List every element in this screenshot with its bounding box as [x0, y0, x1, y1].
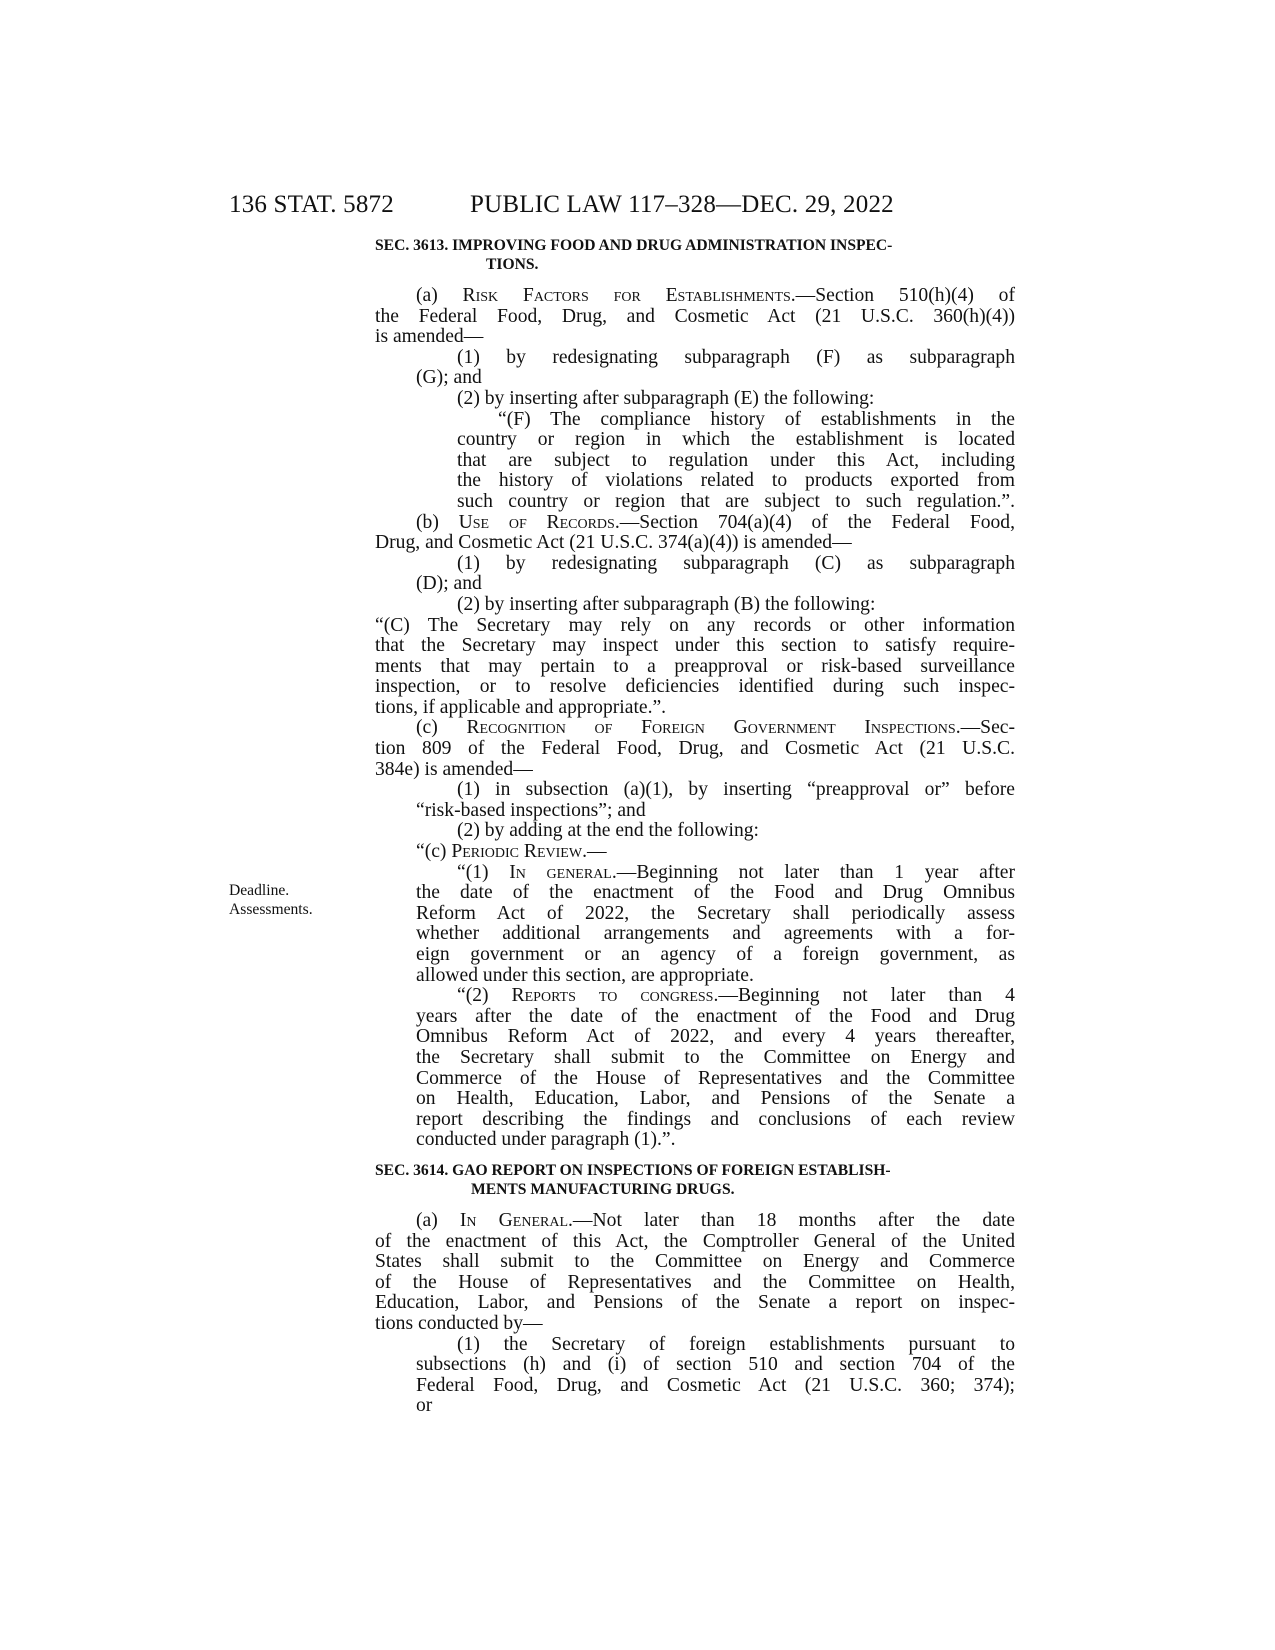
text-run: “(2) [457, 985, 512, 1007]
running-header-title: PUBLIC LAW 117–328—DEC. 29, 2022 [470, 191, 894, 218]
text-line: (1) by redesignating subparagraph (C) as subparagraph [457, 552, 1015, 574]
text-line: eign government or an agency of a foreign government, as [416, 944, 1015, 965]
text-line: tions conducted by— [375, 1312, 543, 1334]
text-run: .—Beginning not later than 1 year after [611, 861, 1015, 883]
paragraph-1 [416, 1335, 1015, 1417]
text-line: of the enactment of this Act, the Comptroller General of the United [375, 1230, 1015, 1252]
text-run: .—Section 510(h)(4) of [790, 285, 1015, 306]
text-line: conducted under paragraph (1).”. [416, 1129, 676, 1151]
margin-note-assessments: Assessments. [229, 901, 313, 918]
section-heading-line: TIONS. [486, 256, 539, 273]
text-run: “(c) [416, 841, 452, 863]
quoted-subparagraph-c [375, 616, 1015, 719]
text-line [375, 718, 1015, 739]
small-caps-heading: Use of Records [458, 511, 615, 533]
section-3614-heading [375, 1161, 1015, 1199]
text-line: is amended— [375, 326, 484, 348]
text-line: (2) by inserting after subparagraph (E) the following: [457, 387, 875, 409]
body-text [375, 236, 1015, 1417]
text-line: such country or region that are subject to such regulation.”. [457, 490, 1015, 512]
text-line: the date of the enactment of the Food and Drug Omnibus [416, 882, 1015, 904]
subsection-b-use-of-records [375, 513, 1015, 719]
text-line: (2) by inserting after subparagraph (B) the following: [457, 593, 876, 615]
text-line: the history of violations related to products exported from [457, 470, 1015, 492]
text-line: ments that may pertain to a preapproval or risk-based surveillance [375, 655, 1015, 677]
text-line: whether additional arrangements and agreements with a for- [416, 923, 1015, 945]
small-caps-heading: In general [509, 861, 612, 883]
text-line: Education, Labor, and Pensions of the Senate a report on inspec- [375, 1292, 1015, 1314]
text-line: years after the date of the enactment of the Food and Drug [416, 1005, 1015, 1027]
margin-note [229, 881, 313, 919]
text-line: (1) the Secretary of foreign establishments pursuant to [457, 1333, 1015, 1355]
small-caps-heading: Reports to congress [511, 985, 714, 1007]
text-run: (a) [416, 285, 463, 306]
text-line: “(F) The compliance history of establishments in the [498, 408, 1015, 430]
text-line: that the Secretary may inspect under this section to satisfy require- [375, 635, 1015, 657]
section-3613-heading [375, 236, 1015, 274]
section-heading-line: MENTS MANUFACTURING DRUGS. [471, 1180, 735, 1198]
quoted-subparagraph-f [457, 410, 1015, 513]
text-line: or [416, 1395, 433, 1417]
text-line: the Federal Food, Drug, and Cosmetic Act (21 U.S.C. 360(h)(4)) [375, 305, 1015, 327]
text-line: report describing the findings and conclusions of each review [416, 1108, 1015, 1130]
text-run: (a) [416, 1209, 460, 1231]
text-line: (2) by adding at the end the following: [457, 820, 760, 842]
text-line: “(C) The Secretary may rely on any records or other information [375, 614, 1015, 636]
text-line: inspection, or to resolve deficiencies identified during such inspec- [375, 676, 1015, 698]
text-line: Drug, and Cosmetic Act (21 U.S.C. 374(a)(4)) is amended— [375, 532, 852, 554]
text-line: that are subject to regulation under this Act, including [457, 449, 1015, 471]
text-line [375, 842, 1015, 863]
text-line: subsections (h) and (i) of section 510 and section 704 of the [416, 1354, 1015, 1376]
text-line: States shall submit to the Committee on Energy and Commerce [375, 1251, 1015, 1273]
section-heading-line: SEC. 3614. GAO REPORT ON INSPECTIONS OF FOREIGN ESTABLISH- [375, 1161, 891, 1179]
text-line: (1) in subsection (a)(1), by inserting “preapproval or” before [457, 779, 1015, 801]
text-line [375, 513, 1015, 534]
text-line: tions, if applicable and appropriate.”. [375, 696, 667, 718]
text-line [416, 986, 1015, 1007]
text-line [416, 863, 1015, 884]
margin-note-deadline: Deadline. [229, 882, 290, 899]
text-run: .—Beginning not later than 4 [713, 985, 1015, 1007]
subsection-a-risk-factors [375, 286, 1015, 513]
subsection-a-in-general [375, 1211, 1015, 1417]
small-caps-heading: Periodic Review [451, 841, 583, 863]
text-line: Commerce of the House of Representatives and the Committee [416, 1067, 1015, 1089]
text-line: (D); and [416, 573, 482, 595]
text-line: of the House of Representatives and the Committee on Health, [375, 1271, 1015, 1293]
text-line: (G); and [416, 367, 482, 389]
text-line: Omnibus Reform Act of 2022, and every 4 years thereafter, [416, 1026, 1015, 1048]
small-caps-heading: Risk Factors for Establishments [462, 285, 791, 306]
small-caps-heading: Recognition of Foreign Government Inspections [466, 717, 956, 739]
section-heading-line: SEC. 3613. IMPROVING FOOD AND DRUG ADMINISTRATION INSPEC- [375, 237, 893, 254]
text-line: 384e) is amended— [375, 758, 533, 780]
text-line: Federal Food, Drug, and Cosmetic Act (21 U.S.C. 360; 374); [416, 1374, 1015, 1396]
text-line [375, 286, 1015, 307]
text-run: .—Not later than 18 months after the date [568, 1209, 1015, 1231]
subsection-c-recognition-foreign-inspections [375, 718, 1015, 1150]
text-line: Reform Act of 2022, the Secretary shall periodically assess [416, 902, 1015, 924]
quoted-paragraph-1 [416, 863, 1015, 987]
text-run: (b) [416, 511, 459, 533]
text-run: (c) [416, 717, 467, 739]
text-line: “risk-based inspections”; and [416, 799, 646, 821]
text-line: country or region in which the establishment is located [457, 429, 1015, 451]
text-run: “(1) [457, 861, 510, 883]
small-caps-heading: In General [459, 1209, 568, 1231]
text-line: the Secretary shall submit to the Committee on Energy and [416, 1046, 1015, 1068]
text-line [375, 1211, 1015, 1232]
text-line: tion 809 of the Federal Food, Drug, and Cosmetic Act (21 U.S.C. [375, 738, 1015, 760]
statute-page-number: 136 STAT. 5872 [229, 191, 394, 218]
text-run: .—Sec- [955, 717, 1015, 739]
text-line: on Health, Education, Labor, and Pensions of the Senate a [416, 1088, 1015, 1110]
text-run: .—Section 704(a)(4) of the Federal Food, [614, 511, 1016, 533]
text-line: (1) by redesignating subparagraph (F) as subparagraph [457, 346, 1015, 368]
text-run: .— [582, 841, 607, 863]
quoted-paragraph-2 [416, 986, 1015, 1151]
text-line: allowed under this section, are appropriate. [416, 964, 754, 986]
